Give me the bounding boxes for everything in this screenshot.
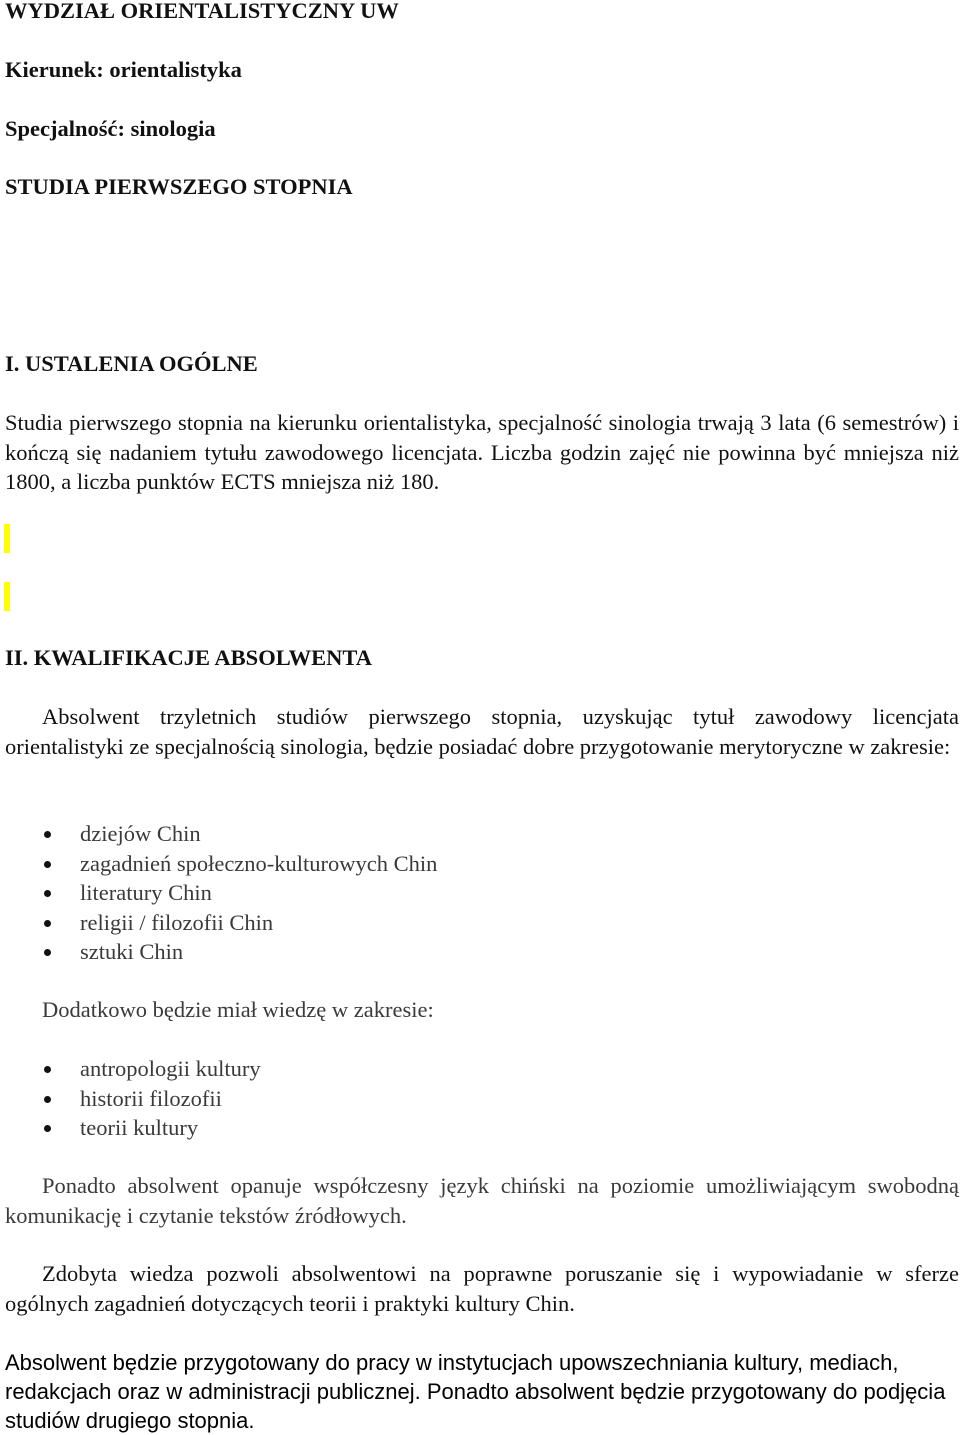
graduate-intro-paragraph: Absolwent trzyletnich studiów pierwszego stopnia, uzyskując tytuł zawodowy licencjata orientalistyki ze specjalnością sinologia, będzie posiadać dobre przygotowanie merytoryczne w zakresie: [5,704,959,759]
section1-heading: I. USTALENIA OGÓLNE [5,351,258,376]
section2-heading: II. KWALIFIKACJE ABSOLWENTA [5,645,372,670]
list-item: teorii kultury [42,1113,261,1143]
additional-knowledge-list [42,1054,261,1143]
language-skills-paragraph: Ponadto absolwent opanuje współczesny język chiński na poziomie umożliwiającym swobodną komunikację i czytanie tekstów źródłowych. [5,1173,959,1228]
study-level-line: STUDIA PIERWSZEGO STOPNIA [5,174,353,199]
list-item: literatury Chin [42,878,437,908]
list-item: zagadnień społeczno-kulturowych Chin [42,849,437,879]
knowledge-application-paragraph: Zdobyta wiedza pozwoli absolwentowi na poprawne poruszanie się i wypowiadanie w sferze ogólnych zagadnień dotyczących teorii i praktyki kultury Chin. [5,1261,959,1316]
list-item: antropologii kultury [42,1054,261,1084]
specialty-line: Specjalność: sinologia [5,116,216,141]
list-item: sztuki Chin [42,937,437,967]
highlight-mark [4,524,10,553]
knowledge-list [42,819,437,967]
major-line: Kierunek: orientalistyka [5,57,242,82]
additional-knowledge-intro: Dodatkowo będzie miał wiedzę w zakresie: [42,997,434,1022]
list-item: religii / filozofii Chin [42,908,437,938]
faculty-title: WYDZIAŁ ORIENTALISTYCZNY UW [5,0,399,23]
list-item: historii filozofii [42,1084,261,1114]
career-paragraph: Absolwent będzie przygotowany do pracy w instytucjach upowszechniania kultury, mediach, redakcjach oraz w administracji publicznej. Ponadto absolwent będzie przygotowany do podjęcia studiów drugiego stopnia. [5,1350,946,1433]
list-item: dziejów Chin [42,819,437,849]
section1-paragraph: Studia pierwszego stopnia na kierunku orientalistyka, specjalność sinologia trwają 3 lata (6 semestrów) i kończą się nadaniem tytułu zawodowego licencjata. Liczba godzin zajęć nie powinna być mniejsza niż 1800, a liczba punktów ECTS mniejsza niż 180. [5,410,959,494]
highlight-mark [4,582,10,611]
